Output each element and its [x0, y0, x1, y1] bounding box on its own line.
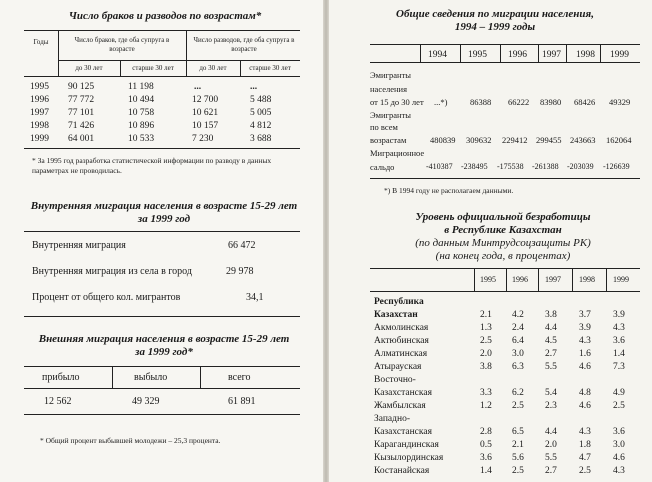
region-label: Костанайская: [374, 466, 430, 476]
table-cell: 4.7: [579, 453, 591, 463]
table-cell: 309632: [466, 135, 492, 145]
row-label: от 15 до 30 лет: [370, 97, 424, 107]
year-header: 1998: [579, 275, 595, 284]
table-cell: 299455: [536, 135, 562, 145]
table-cell: 3.6: [613, 427, 625, 437]
row-label: Эмигранты: [370, 110, 412, 120]
table-row-year: 1997: [30, 108, 49, 118]
year-header: 1996: [512, 275, 528, 284]
year-header: 1996: [508, 50, 527, 60]
external-migration-title: Внешняя миграция населения в возрасте 15-29 лет за 1999 год*: [38, 333, 290, 358]
table-cell: 10 621: [192, 108, 219, 118]
table-cell: 1.8: [579, 440, 591, 450]
col-marriages-over30: старше 30 лет: [132, 64, 174, 72]
table-cell: 3.7: [579, 310, 591, 320]
table-cell: 64 001: [68, 134, 95, 144]
table-cell: 1.4: [480, 466, 492, 476]
table-cell: 243663: [570, 135, 596, 145]
region-label: Акмолинская: [374, 323, 429, 333]
table-row-year: 1996: [30, 95, 49, 105]
external-migration-footnote: * Общий процент выбывшей молодежи – 25,3 процента.: [40, 436, 221, 445]
year-header: 1997: [542, 50, 561, 60]
table-cell: 10 157: [192, 121, 219, 131]
table-cell: 4.2: [512, 310, 524, 320]
table-cell: 0.5: [480, 440, 492, 450]
table-cell: 10 896: [128, 121, 155, 131]
table-cell: 4.4: [545, 323, 557, 333]
table-cell: 10 494: [128, 95, 155, 105]
row-label: сальдо: [370, 162, 395, 172]
region-label: Жамбылская: [374, 401, 426, 411]
table-cell: 86388: [470, 97, 492, 107]
table-cell: 7 230: [192, 134, 214, 144]
arrived-value: 12 562: [44, 396, 72, 407]
table-row-year: 1999: [30, 134, 49, 144]
village-to-city-value: 29 978: [226, 266, 254, 277]
unemployment-title: Уровень официальной безработицы в Республике Казахстан (по данным Минтрудсоцзащиты РК) (на конец года, в процентах): [415, 211, 591, 262]
table-cell: 2.4: [512, 323, 524, 333]
table-cell: 6.5: [512, 427, 524, 437]
row-label: Миграционное: [370, 148, 425, 158]
table-cell: 10 758: [128, 108, 155, 118]
year-header: 1999: [610, 50, 629, 60]
table-cell: 4.6: [613, 453, 625, 463]
region-label: Западно-: [374, 414, 410, 424]
table-cell: 83980: [540, 97, 562, 107]
table-cell: 1.3: [480, 323, 492, 333]
table-cell: 4.6: [579, 401, 591, 411]
arrived-header: прибыло: [42, 372, 80, 383]
village-to-city-label: Внутренняя миграция из села в город: [32, 266, 192, 277]
table-cell: 49329: [609, 97, 631, 107]
region-label: Казахстанская: [374, 388, 432, 398]
table-cell: -175538: [497, 162, 524, 171]
marriages-footnote: * За 1995 год разработка статистической информации по разводу в данных параметрах не проводилась.: [32, 156, 272, 175]
region-label: Актюбинская: [374, 336, 429, 346]
table-cell: 71 426: [68, 121, 95, 131]
row-label: возрастам: [370, 135, 407, 145]
book-gutter: [323, 0, 329, 482]
table-cell: -410387: [426, 162, 453, 171]
table-cell: 5.6: [512, 453, 524, 463]
table-cell: 4.4: [545, 427, 557, 437]
percent-label: Процент от общего кол. мигрантов: [32, 292, 181, 303]
table-cell: 3.8: [545, 310, 557, 320]
total-header: всего: [228, 372, 251, 383]
internal-migration-title: Внутренняя миграция населения в возрасте 15-29 лет за 1999 год: [30, 200, 298, 225]
table-row-year: 1995: [30, 82, 49, 92]
table-row-year: 1998: [30, 121, 49, 131]
table-cell: 4.9: [613, 388, 625, 398]
table-cell: ...*): [434, 97, 448, 107]
region-label: Казахстанская: [374, 427, 432, 437]
table-cell: 3.9: [579, 323, 591, 333]
table-cell: 2.5: [613, 401, 625, 411]
table-cell: 2.0: [480, 349, 492, 359]
table-cell: 10 533: [128, 134, 155, 144]
marriages-table-title: Число браков и разводов по возрастам*: [68, 10, 262, 22]
migration-overview-title: Общие сведения по миграции населения, 1994 – 1999 годы: [396, 8, 594, 33]
table-cell: -261388: [532, 162, 559, 171]
table-cell: 3.0: [512, 349, 524, 359]
departed-header: выбыло: [134, 372, 168, 383]
table-cell: 5 488: [250, 95, 272, 105]
table-cell: 77 101: [68, 108, 95, 118]
region-label: Атырауская: [374, 362, 422, 372]
col-divorces-under30: до 30 лет: [199, 64, 227, 72]
table-cell: 2.8: [480, 427, 492, 437]
table-cell: 5.4: [545, 388, 557, 398]
table-cell: 4.6: [579, 362, 591, 372]
col-years-header: Годы: [33, 38, 49, 46]
table-cell: 7.3: [613, 362, 625, 372]
region-label: Карагандинская: [374, 440, 439, 450]
table-cell: 6.2: [512, 388, 524, 398]
departed-value: 49 329: [132, 396, 160, 407]
region-label: Восточно-: [374, 375, 416, 385]
year-header: 1999: [613, 275, 629, 284]
table-cell: -203039: [567, 162, 594, 171]
table-cell: 2.1: [512, 440, 524, 450]
table-cell: 90 125: [68, 82, 95, 92]
table-cell: 2.0: [545, 440, 557, 450]
table-cell: 6.3: [512, 362, 524, 372]
table-cell: 4.8: [579, 388, 591, 398]
table-cell: 2.5: [579, 466, 591, 476]
table-cell: 3.0: [613, 440, 625, 450]
table-cell: 4.5: [545, 336, 557, 346]
table-cell: 5 005: [250, 108, 272, 118]
region-label: Республика: [374, 297, 424, 307]
table-cell: 4 812: [250, 121, 272, 131]
row-label: населения: [370, 84, 407, 94]
table-cell: 3.8: [480, 362, 492, 372]
table-cell: 12 700: [192, 95, 219, 105]
table-cell: 3.6: [480, 453, 492, 463]
table-cell: 1.4: [613, 349, 625, 359]
table-cell: 2.3: [545, 401, 557, 411]
region-label: Алматинская: [374, 349, 428, 359]
table-cell: -238495: [461, 162, 488, 171]
region-label: Казахстан: [374, 310, 418, 320]
col-divorces-header: Число разводов, где оба супруга в возрасте: [193, 36, 295, 53]
year-header: 1997: [545, 275, 561, 284]
table-cell: 66222: [508, 97, 530, 107]
table-cell: ...: [194, 82, 202, 92]
table-cell: 77 772: [68, 95, 95, 105]
migration-overview-footnote: *) В 1994 году не располагаем данными.: [384, 186, 514, 195]
region-label: Кызылординская: [374, 453, 444, 463]
table-cell: 5.5: [545, 362, 557, 372]
table-cell: 4.3: [613, 323, 625, 333]
table-cell: 2.1: [480, 310, 492, 320]
table-cell: 4.3: [579, 336, 591, 346]
internal-migration-label: Внутренняя миграция: [32, 240, 126, 251]
year-header: 1995: [480, 275, 496, 284]
table-cell: ...: [250, 82, 258, 92]
table-cell: 1.2: [480, 401, 492, 411]
table-cell: 229412: [502, 135, 528, 145]
table-cell: 3 688: [250, 134, 272, 144]
row-label: Эмигранты: [370, 70, 412, 80]
percent-value: 34,1: [246, 292, 264, 303]
table-cell: 480839: [430, 135, 456, 145]
table-cell: 1.6: [579, 349, 591, 359]
col-divorces-over30: старше 30 лет: [249, 64, 291, 72]
table-cell: 4.3: [613, 466, 625, 476]
table-cell: 4.3: [579, 427, 591, 437]
year-header: 1994: [428, 50, 447, 60]
col-marriages-under30: до 30 лет: [75, 64, 103, 72]
table-cell: 2.5: [512, 401, 524, 411]
table-cell: 2.7: [545, 349, 557, 359]
table-cell: 162064: [606, 135, 632, 145]
table-cell: 68426: [574, 97, 596, 107]
table-cell: 5.5: [545, 453, 557, 463]
table-cell: 3.3: [480, 388, 492, 398]
table-cell: -126639: [603, 162, 630, 171]
total-value: 61 891: [228, 396, 256, 407]
row-label: по всем: [370, 122, 398, 132]
table-cell: 3.6: [613, 336, 625, 346]
table-cell: 2.7: [545, 466, 557, 476]
col-marriages-header: Число браков, где оба супруга в возрасте: [74, 36, 170, 53]
table-cell: 3.9: [613, 310, 625, 320]
table-cell: 11 198: [128, 82, 154, 92]
table-cell: 2.5: [512, 466, 524, 476]
table-cell: 2.5: [480, 336, 492, 346]
year-header: 1998: [576, 50, 595, 60]
internal-migration-value: 66 472: [228, 240, 256, 251]
table-cell: 6.4: [512, 336, 524, 346]
year-header: 1995: [468, 50, 487, 60]
